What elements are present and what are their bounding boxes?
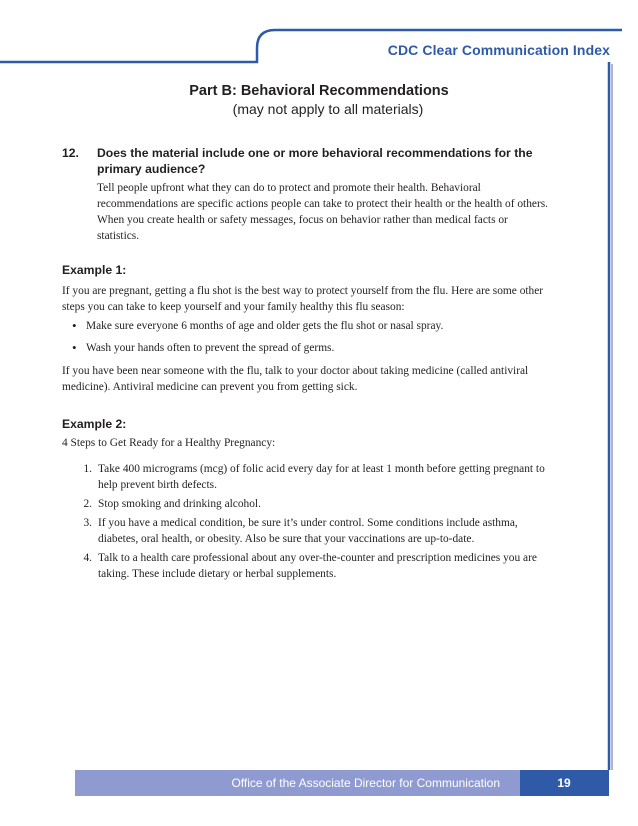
list-item [62, 550, 554, 582]
section-title: Part B: Behavioral Recommendations [189, 83, 449, 99]
header-title: CDC Clear Communication Index [387, 42, 610, 58]
step-text: If you have a medical condition, be sure it’s under control. Some conditions include asthma, diabetes, oral health, or obesity. Also be sure that your vaccinations are up-to-date. [98, 517, 518, 545]
question-heading [62, 145, 552, 177]
step-number: 3. [83, 517, 92, 529]
bullet-icon: • [72, 318, 77, 333]
example-2-subheading: 4 Steps to Get Ready for a Healthy Pregnancy: [62, 437, 276, 449]
example-1-bullets [62, 318, 554, 356]
list-item [62, 340, 554, 356]
step-number: 4. [83, 552, 92, 564]
step-text: Stop smoking and drinking alcohol. [98, 498, 261, 510]
page-number: 19 [557, 776, 571, 790]
example-2 [62, 416, 554, 585]
list-item [62, 515, 554, 547]
question-number: 12. [62, 146, 79, 160]
step-text: Take 400 micrograms (mcg) of folic acid every day for at least 1 month before getting pregnant to help prevent birth defects. [98, 463, 545, 491]
example-1-intro: If you are pregnant, getting a flu shot is the best way to protect yourself from the flu. Here are some other steps you can take to keep yourself and your family healthy this flu season: [62, 285, 544, 313]
example-2-heading: Example 2: [62, 417, 127, 431]
step-number: 2. [83, 498, 92, 510]
question-12 [62, 145, 552, 244]
bullet-icon: • [72, 340, 77, 355]
section-subtitle: (may not apply to all materials) [232, 101, 424, 117]
example-1-heading: Example 1: [62, 263, 127, 277]
list-item [62, 318, 554, 334]
footer-office: Office of the Associate Director for Communication [231, 776, 500, 790]
example-1 [62, 262, 554, 395]
example-1-closing: If you have been near someone with the flu, talk to your doctor about taking medicine (called antiviral medicine). Antiviral medicine can prevent you from getting sick. [62, 365, 529, 393]
step-text: Talk to a health care professional about any over-the-counter and prescription medicines you are taking. These include dietary or herbal supplements. [98, 552, 537, 580]
bullet-text: Make sure everyone 6 months of age and older gets the flu shot or nasal spray. [86, 320, 444, 332]
list-item [62, 496, 554, 512]
bullet-text: Wash your hands often to prevent the spread of germs. [86, 342, 335, 354]
question-body: Tell people upfront what they can do to protect and promote their health. Behavioral recommendations are specific actions people can take to protect their health or the health of others. When you create health or safety messages, focus on behavior rather than medical facts or statistics. [97, 182, 549, 242]
question-text: Does the material include one or more behavioral recommendations for the primary audience? [97, 146, 533, 176]
list-item [62, 461, 554, 493]
step-number: 1. [83, 463, 92, 475]
example-2-steps [62, 461, 554, 582]
